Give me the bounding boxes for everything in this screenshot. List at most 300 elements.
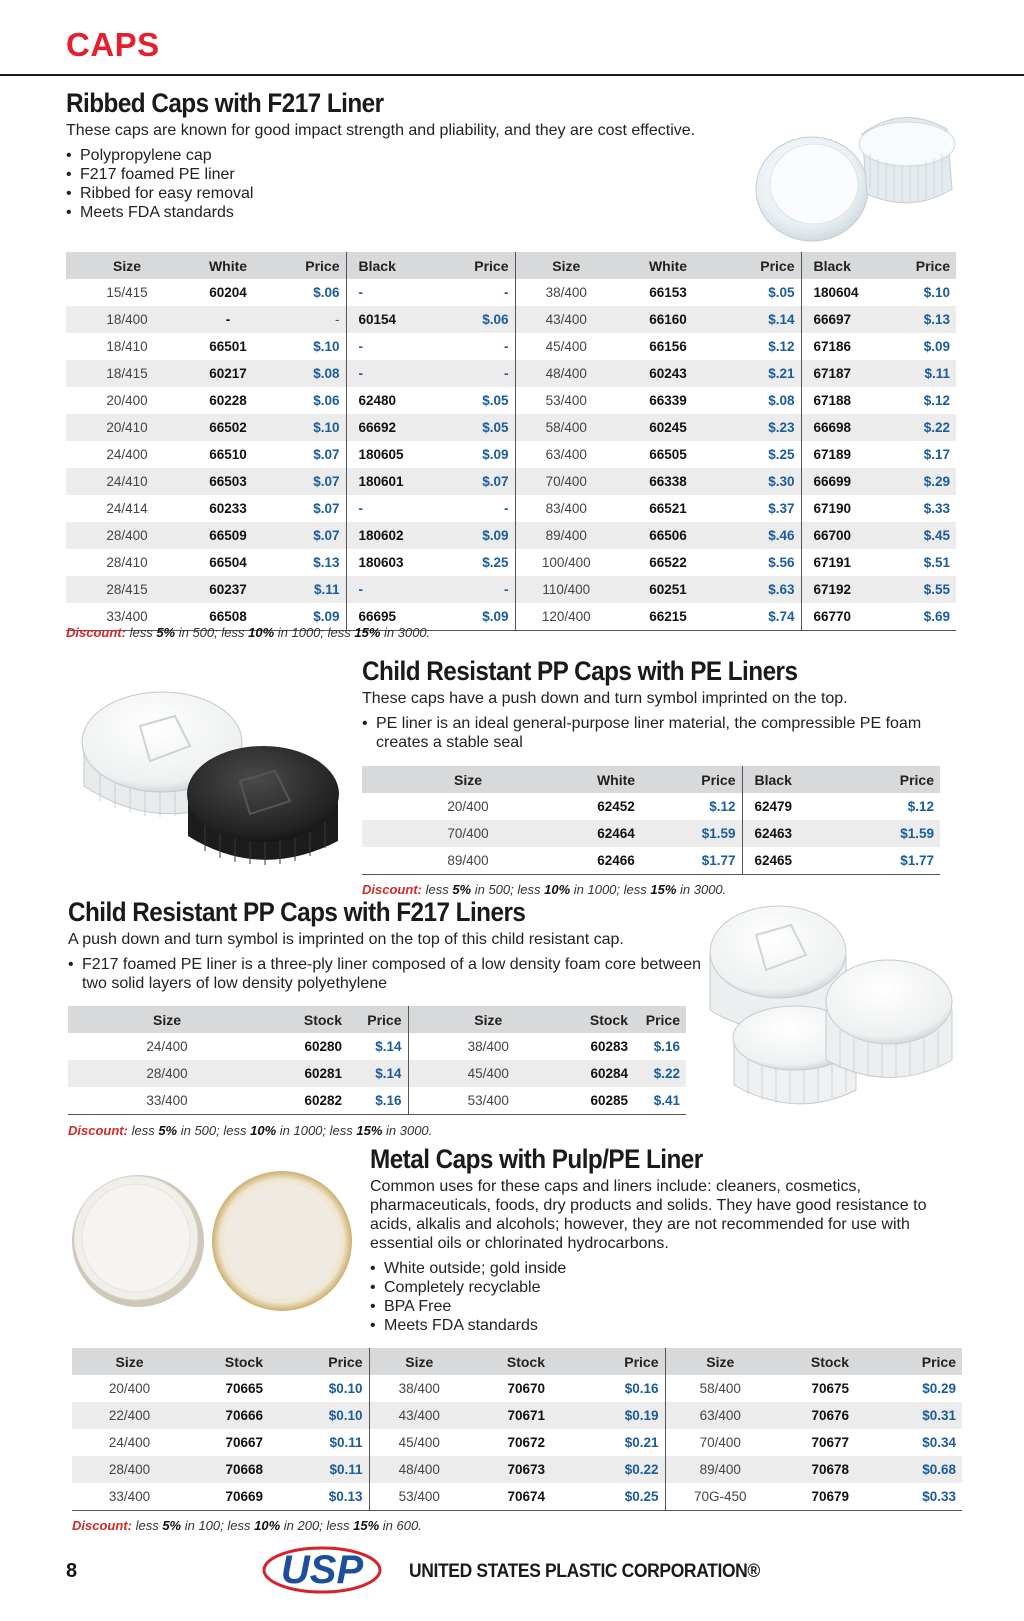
table-cell: 63/400 xyxy=(665,1402,775,1429)
logo-text: USP xyxy=(280,1548,364,1592)
table-cell: 70/400 xyxy=(515,468,617,495)
table-cell: $.07 xyxy=(268,522,346,549)
col-size: Size xyxy=(362,766,574,793)
table-cell: 66770 xyxy=(801,603,884,630)
table-cell: 67187 xyxy=(801,360,884,387)
table-cell: - xyxy=(504,285,509,300)
discount-pct: 10% xyxy=(248,625,275,640)
col-price: Price xyxy=(855,1348,962,1375)
table-cell: 33/400 xyxy=(68,1087,266,1114)
table-cell: $0.68 xyxy=(855,1456,962,1483)
metal-caps-table-body xyxy=(72,1375,962,1510)
table-cell: $.09 xyxy=(923,339,950,354)
feature-item: • Meets FDA standards xyxy=(66,203,706,222)
table-row xyxy=(66,306,956,333)
table-cell: $.21 xyxy=(719,360,801,387)
table-cell: 110/400 xyxy=(515,576,617,603)
table-cell: 60280 xyxy=(304,1039,342,1054)
table-cell: $0.10 xyxy=(328,1381,363,1396)
col-price: Price xyxy=(658,766,742,793)
table-header xyxy=(72,1348,962,1375)
col-price: Price xyxy=(269,1348,369,1375)
table-cell: 20/410 xyxy=(66,414,188,441)
table-cell: 60204 xyxy=(209,285,247,300)
table-cell: $.14 xyxy=(375,1039,402,1054)
table-header xyxy=(68,1006,686,1033)
col-stock: Stock xyxy=(775,1348,855,1375)
table-cell: 38/400 xyxy=(369,1375,469,1402)
table-cell: $.29 xyxy=(884,468,956,495)
ribbed-discount xyxy=(66,625,430,640)
table-cell: 89/400 xyxy=(362,847,574,874)
table-cell: 15/415 xyxy=(106,285,148,300)
table-cell: $0.34 xyxy=(922,1435,956,1450)
table-cell: 180602 xyxy=(346,522,440,549)
col-size: Size xyxy=(72,1348,187,1375)
table-cell: 180603 xyxy=(346,549,440,576)
feature-list xyxy=(68,955,708,993)
metal-caps-photo xyxy=(70,1168,356,1314)
table-cell: 20/400 xyxy=(106,393,148,408)
col-black: Black xyxy=(346,252,440,279)
discount-pct: 5% xyxy=(158,1123,178,1138)
table-cell: 60233 xyxy=(209,501,247,516)
discount-text: in 1000; less xyxy=(274,625,355,640)
table-cell: 66522 xyxy=(649,555,687,570)
table-cell: $.63 xyxy=(719,576,801,603)
table-cell: 67186 xyxy=(801,333,884,360)
table-cell: $.09 xyxy=(440,522,515,549)
section-description: These caps are known for good impact strength and pliability, and they are cost effective. xyxy=(66,122,696,140)
table-cell: - xyxy=(346,360,440,387)
table-cell: 62452 xyxy=(597,799,635,814)
table-cell: $.13 xyxy=(884,306,956,333)
table-cell: 60284 xyxy=(568,1060,634,1087)
col-size: Size xyxy=(408,1006,568,1033)
discount-pct: 5% xyxy=(162,1518,182,1533)
table-cell: $0.33 xyxy=(855,1483,962,1510)
table-cell: - xyxy=(346,279,440,306)
table-row xyxy=(72,1483,962,1510)
table-cell: $1.59 xyxy=(658,820,742,847)
table-cell: 43/400 xyxy=(369,1402,469,1429)
table-cell: 66153 xyxy=(649,285,687,300)
discount-pct: 10% xyxy=(250,1123,277,1138)
discount-text: in 1000; less xyxy=(276,1123,357,1138)
col-size: Size xyxy=(66,252,188,279)
table-cell: $.07 xyxy=(313,447,340,462)
table-cell: $.14 xyxy=(719,306,801,333)
child-resistant-f217-table-body xyxy=(68,1033,686,1114)
table-cell: 62480 xyxy=(346,387,440,414)
child-resistant-f217-discount xyxy=(68,1123,432,1138)
table-cell: 70665 xyxy=(225,1381,263,1396)
discount-pct: 10% xyxy=(254,1518,281,1533)
table-cell: $.25 xyxy=(768,447,795,462)
feature-item: • F217 foamed PE liner is a three-ply liner composed of a low density foam core between two solid layers of low density polyethylene xyxy=(68,955,708,993)
table-cell: 45/400 xyxy=(408,1060,568,1087)
table-cell: $0.11 xyxy=(329,1435,363,1450)
table-cell: $.12 xyxy=(907,799,934,814)
table-cell: $.07 xyxy=(440,468,515,495)
col-size: Size xyxy=(369,1348,469,1375)
table-cell: $.10 xyxy=(923,285,950,300)
table-cell: 22/400 xyxy=(72,1402,187,1429)
discount-label: Discount: xyxy=(66,625,126,640)
child-resistant-pe-caps-photo xyxy=(80,676,342,876)
feature-list xyxy=(362,714,962,752)
table-cell: 60245 xyxy=(617,414,719,441)
table-cell: $.10 xyxy=(313,339,340,354)
discount-text: in 500; less xyxy=(177,1123,251,1138)
feature-list xyxy=(370,1259,970,1335)
table-row xyxy=(72,1402,962,1429)
discount-label: Discount: xyxy=(72,1518,132,1533)
col-stock: Stock xyxy=(568,1006,634,1033)
table-cell: $.13 xyxy=(313,555,340,570)
table-cell: $.06 xyxy=(313,285,340,300)
table-cell: $.06 xyxy=(313,393,340,408)
table-cell: - xyxy=(346,333,440,360)
table-cell: $.30 xyxy=(719,468,801,495)
table-cell: 180601 xyxy=(346,468,440,495)
ribbed-caps-photo xyxy=(752,104,962,252)
metal-caps-section xyxy=(370,1144,970,1335)
table-row xyxy=(66,576,956,603)
table-cell: 70671 xyxy=(469,1402,551,1429)
table-cell: 45/400 xyxy=(369,1429,469,1456)
table-cell: 66700 xyxy=(801,522,884,549)
table-row xyxy=(362,793,940,820)
table-cell: 62465 xyxy=(742,847,846,874)
table-cell: $.56 xyxy=(768,555,795,570)
table-cell: $.10 xyxy=(268,414,346,441)
table-cell: $.07 xyxy=(268,468,346,495)
discount-pct: 5% xyxy=(156,625,176,640)
discount-text: less xyxy=(131,1123,159,1138)
table-cell: 53/400 xyxy=(369,1483,469,1510)
table-cell: 33/400 xyxy=(72,1483,187,1510)
table-row xyxy=(68,1033,686,1060)
table-cell: 28/400 xyxy=(72,1456,187,1483)
table-cell: 63/400 xyxy=(515,441,617,468)
table-cell: $.05 xyxy=(482,393,509,408)
table-cell: $.12 xyxy=(709,799,736,814)
feature-item: • PE liner is an ideal general-purpose liner material, the compressible PE foam creates a stable seal xyxy=(362,714,962,752)
table-cell: $0.22 xyxy=(551,1456,665,1483)
table-cell: 53/400 xyxy=(408,1087,568,1114)
col-price: Price xyxy=(440,252,515,279)
section-description: These caps have a push down and turn symbol imprinted on the top. xyxy=(362,690,848,708)
table-row xyxy=(66,522,956,549)
table-cell: 66338 xyxy=(617,468,719,495)
table-cell: 60251 xyxy=(617,576,719,603)
discount-text: in 1000; less xyxy=(570,882,651,897)
table-cell: 62466 xyxy=(574,847,658,874)
feature-item: • Completely recyclable xyxy=(370,1278,970,1297)
table-cell: $.09 xyxy=(268,603,346,630)
table-cell: - xyxy=(504,501,509,516)
table-cell: 66503 xyxy=(188,468,268,495)
child-resistant-pe-discount xyxy=(362,882,726,897)
feature-item: • Ribbed for easy removal xyxy=(66,184,706,203)
table-cell: 67190 xyxy=(801,495,884,522)
table-cell: 62463 xyxy=(742,820,846,847)
col-price: Price xyxy=(719,252,801,279)
table-cell: 60237 xyxy=(188,576,268,603)
col-white: White xyxy=(617,252,719,279)
table-cell: 70/400 xyxy=(665,1429,775,1456)
table-cell: $.55 xyxy=(884,576,956,603)
discount-text: in 100; less xyxy=(181,1518,255,1533)
table-cell: 83/400 xyxy=(515,495,617,522)
table-row xyxy=(72,1456,962,1483)
table-cell: $.22 xyxy=(884,414,956,441)
table-cell: 66215 xyxy=(617,603,719,630)
company-name: UNITED STATES PLASTIC CORPORATION® xyxy=(409,1561,760,1582)
table-cell: 70678 xyxy=(775,1456,855,1483)
col-black: Black xyxy=(801,252,884,279)
table-cell: 70666 xyxy=(187,1402,269,1429)
table-cell: 100/400 xyxy=(515,549,617,576)
table-cell: $.25 xyxy=(482,555,509,570)
table-row xyxy=(66,495,956,522)
table-cell: - xyxy=(504,339,509,354)
table-row xyxy=(72,1429,962,1456)
table-row xyxy=(68,1060,686,1087)
table-cell: 66505 xyxy=(649,447,687,462)
table-cell: 66504 xyxy=(209,555,247,570)
page-number: 8 xyxy=(66,1560,78,1582)
table-cell: 70/400 xyxy=(362,820,574,847)
table-cell: 66506 xyxy=(617,522,719,549)
discount-label: Discount: xyxy=(362,882,422,897)
col-size: Size xyxy=(515,252,617,279)
table-cell: 62479 xyxy=(742,793,846,820)
table-header xyxy=(66,252,956,279)
table-cell: 70674 xyxy=(469,1483,551,1510)
col-price: Price xyxy=(634,1006,686,1033)
col-price: Price xyxy=(551,1348,665,1375)
col-white: White xyxy=(188,252,268,279)
table-header xyxy=(362,766,940,793)
table-cell: $.08 xyxy=(268,360,346,387)
table-cell: 66695 xyxy=(346,603,440,630)
discount-text: less xyxy=(129,625,157,640)
table-cell: 18/400 xyxy=(66,306,188,333)
col-price: Price xyxy=(268,252,346,279)
metal-caps-price-table xyxy=(72,1348,962,1511)
table-cell: 28/410 xyxy=(106,555,148,570)
ribbed-caps-section xyxy=(66,88,706,222)
table-cell: $1.77 xyxy=(846,847,940,874)
table-cell: 70679 xyxy=(775,1483,855,1510)
ribbed-price-table xyxy=(66,252,956,631)
table-cell: 89/400 xyxy=(515,522,617,549)
table-cell: 89/400 xyxy=(665,1456,775,1483)
ribbed-table-body xyxy=(66,279,956,630)
table-cell: - xyxy=(440,360,515,387)
child-resistant-pe-section xyxy=(362,656,962,752)
table-cell: 70676 xyxy=(775,1402,855,1429)
discount-text: in 3000. xyxy=(676,882,727,897)
discount-pct: 15% xyxy=(650,882,677,897)
table-cell: 66160 xyxy=(617,306,719,333)
table-cell: 58/400 xyxy=(665,1375,775,1402)
table-cell: 70675 xyxy=(811,1381,849,1396)
table-cell: 24/400 xyxy=(146,1039,188,1054)
table-cell: 24/400 xyxy=(106,447,148,462)
section-title: Metal Caps with Pulp/PE Liner xyxy=(370,1144,703,1174)
table-cell: 43/400 xyxy=(515,306,617,333)
table-cell: - xyxy=(440,576,515,603)
table-cell: 58/400 xyxy=(515,414,617,441)
table-cell: 180605 xyxy=(346,441,440,468)
table-cell: $0.11 xyxy=(269,1456,369,1483)
table-row xyxy=(66,360,956,387)
table-cell: 67191 xyxy=(801,549,884,576)
table-cell: 70G-450 xyxy=(665,1483,775,1510)
table-cell: 33/400 xyxy=(66,603,188,630)
table-cell: $.05 xyxy=(440,414,515,441)
feature-item: • F217 foamed PE liner xyxy=(66,165,706,184)
table-cell: 70669 xyxy=(187,1483,269,1510)
table-cell: $.11 xyxy=(884,360,956,387)
table-cell: $0.10 xyxy=(269,1402,369,1429)
page-title: CAPS xyxy=(66,26,160,63)
discount-label: Discount: xyxy=(68,1123,128,1138)
discount-pct: 15% xyxy=(353,1518,380,1533)
table-cell: $0.19 xyxy=(551,1402,665,1429)
table-cell: $.22 xyxy=(634,1060,686,1087)
table-cell: 70673 xyxy=(469,1456,551,1483)
table-cell: 60283 xyxy=(590,1039,628,1054)
section-description: Common uses for these caps and liners include: cleaners, cosmetics, pharmaceuticals, foods, dry products and solids. They have good resistance to acids, alkalis and alcohols; however, they are not recommended for use with essential oils or chlorinated hydrocarbons. xyxy=(370,1178,927,1253)
discount-text: in 500; less xyxy=(471,882,545,897)
col-price: Price xyxy=(846,766,940,793)
table-cell: 66510 xyxy=(209,447,247,462)
table-cell: 62464 xyxy=(574,820,658,847)
table-cell: 48/400 xyxy=(369,1456,469,1483)
discount-text: in 200; less xyxy=(280,1518,354,1533)
table-row xyxy=(68,1087,686,1114)
table-cell: $0.13 xyxy=(269,1483,369,1510)
table-cell: 66502 xyxy=(188,414,268,441)
section-description: A push down and turn symbol is imprinted on the top of this child resistant cap. xyxy=(68,931,624,949)
col-white: White xyxy=(574,766,658,793)
table-cell: 18/415 xyxy=(66,360,188,387)
table-cell: $.37 xyxy=(768,501,795,516)
table-cell: 70677 xyxy=(811,1435,849,1450)
table-cell: - xyxy=(346,576,440,603)
table-cell: 66521 xyxy=(649,501,687,516)
col-stock: Stock xyxy=(469,1348,551,1375)
table-cell: $.12 xyxy=(768,339,795,354)
table-cell: 53/400 xyxy=(515,387,617,414)
table-cell: 180604 xyxy=(801,279,884,306)
table-cell: $1.59 xyxy=(846,820,940,847)
table-cell: $.41 xyxy=(634,1087,686,1114)
section-title: Child Resistant PP Caps with F217 Liners xyxy=(68,897,526,927)
table-cell: $.74 xyxy=(719,603,801,630)
table-cell: 67189 xyxy=(801,441,884,468)
discount-text: in 3000. xyxy=(380,625,431,640)
table-cell: 24/400 xyxy=(108,1435,151,1450)
page-header xyxy=(0,0,1024,76)
feature-item: • Polypropylene cap xyxy=(66,146,706,165)
table-cell: $0.25 xyxy=(551,1483,665,1510)
table-cell: $0.29 xyxy=(922,1381,956,1396)
table-cell: 70670 xyxy=(507,1381,545,1396)
table-cell: $.09 xyxy=(440,603,515,630)
table-cell: $.17 xyxy=(923,447,950,462)
table-cell: 45/400 xyxy=(515,333,617,360)
table-cell: 60217 xyxy=(188,360,268,387)
table-cell: 38/400 xyxy=(408,1033,568,1060)
metal-caps-discount xyxy=(72,1518,422,1533)
table-cell: - xyxy=(188,306,268,333)
discount-pct: 10% xyxy=(544,882,571,897)
table-cell: $.45 xyxy=(884,522,956,549)
table-cell: 66699 xyxy=(801,468,884,495)
table-cell: 60282 xyxy=(266,1087,348,1114)
child-resistant-pe-price-table xyxy=(362,766,940,875)
table-cell: 60228 xyxy=(209,393,247,408)
table-cell: $.07 xyxy=(313,501,340,516)
table-cell: 60243 xyxy=(617,360,719,387)
child-resistant-pe-table-body xyxy=(362,793,940,874)
table-cell: 66692 xyxy=(346,414,440,441)
table-row xyxy=(362,820,940,847)
table-row xyxy=(66,549,956,576)
table-cell: $.51 xyxy=(923,555,950,570)
table-cell: 20/400 xyxy=(447,799,489,814)
child-resistant-f217-price-table xyxy=(68,1006,686,1115)
discount-text: in 600. xyxy=(379,1518,422,1533)
table-cell: 70672 xyxy=(507,1435,545,1450)
table-cell: 38/400 xyxy=(515,279,617,306)
discount-pct: 15% xyxy=(356,1123,383,1138)
col-price: Price xyxy=(348,1006,408,1033)
table-cell: $.69 xyxy=(884,603,956,630)
table-cell: 24/410 xyxy=(66,468,188,495)
table-cell: 66339 xyxy=(649,393,687,408)
table-row xyxy=(66,387,956,414)
table-cell: 70667 xyxy=(225,1435,263,1450)
table-cell: 28/400 xyxy=(68,1060,266,1087)
table-cell: 48/400 xyxy=(515,360,617,387)
table-cell: $.05 xyxy=(768,285,795,300)
table-cell: 120/400 xyxy=(515,603,617,630)
table-cell: 66501 xyxy=(209,339,247,354)
discount-text: in 3000. xyxy=(382,1123,433,1138)
table-cell: 28/415 xyxy=(66,576,188,603)
feature-item: • White outside; gold inside xyxy=(370,1259,970,1278)
table-cell: $1.77 xyxy=(658,847,742,874)
table-cell: $.16 xyxy=(653,1039,680,1054)
table-cell: $.08 xyxy=(768,393,795,408)
table-cell: $0.31 xyxy=(855,1402,962,1429)
table-cell: 66698 xyxy=(801,414,884,441)
feature-item: • BPA Free xyxy=(370,1297,970,1316)
table-row xyxy=(72,1375,962,1402)
table-cell: 67192 xyxy=(801,576,884,603)
table-cell: 20/400 xyxy=(108,1381,151,1396)
table-cell: 24/414 xyxy=(106,501,148,516)
section-title: Ribbed Caps with F217 Liner xyxy=(66,88,384,118)
discount-pct: 15% xyxy=(354,625,381,640)
table-cell: 70668 xyxy=(187,1456,269,1483)
